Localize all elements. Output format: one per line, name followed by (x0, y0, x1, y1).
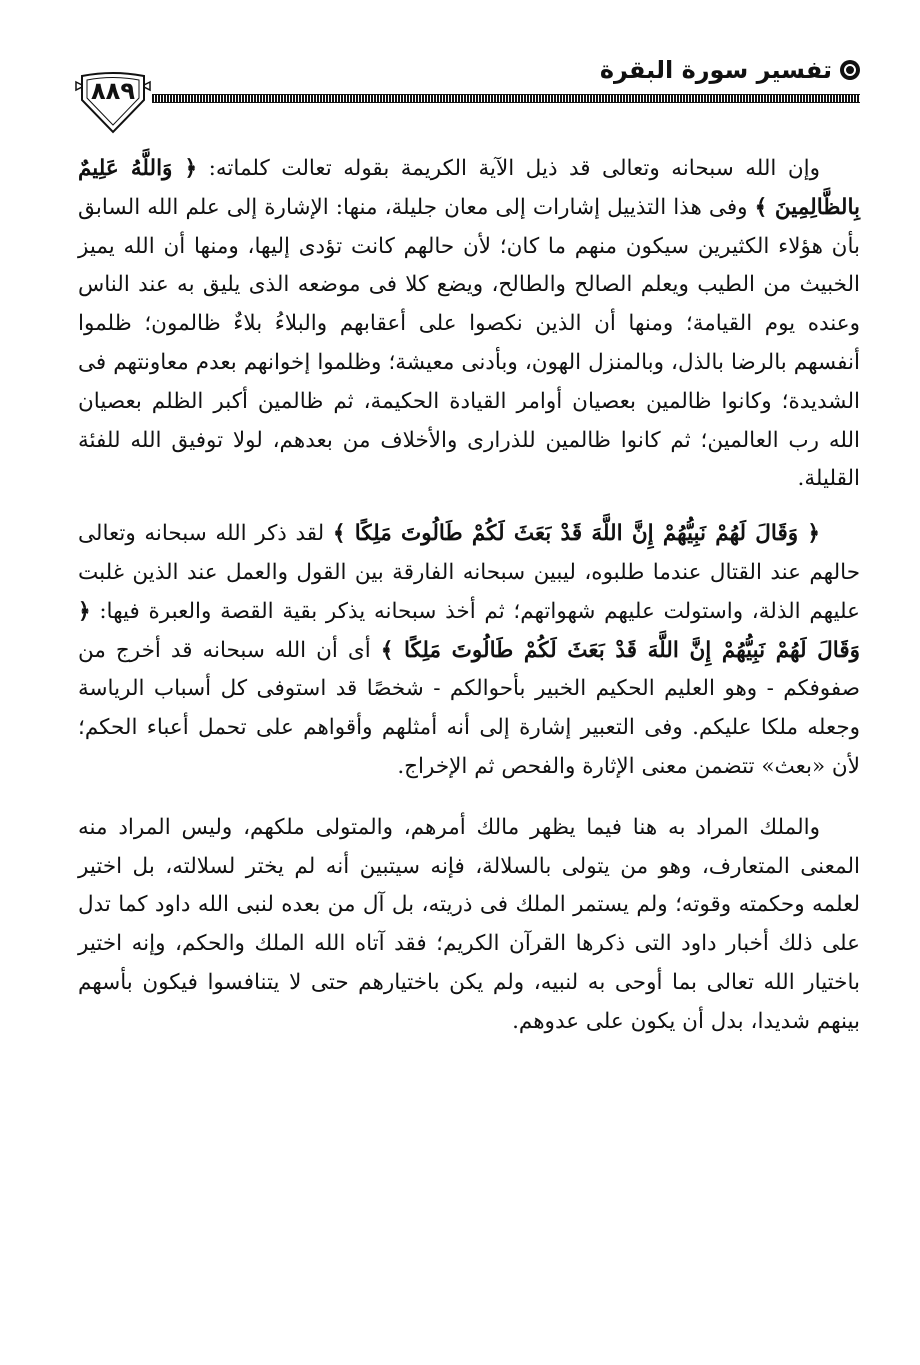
running-title (600, 52, 860, 88)
quran-verse: ﴿ وَقَالَ لَهُمْ نَبِيُّهُمْ إِنَّ اللَّهَ قَدْ بَعَثَ لَكُمْ طَالُوتَ مَلِكًا ﴾ (78, 598, 860, 663)
paragraph-3 (78, 809, 860, 1042)
header-rule (152, 94, 860, 103)
paragraph-3-text: والملك المراد به هنا فيما يظهر مالك أمرهم، والمتولى ملكهم، وليس المراد منه المعنى المتعارف، وهو من يتولى بالسلالة، فإنه سيتبين أنه لم يختر لسلالته، بل اختير لعلمه وحكمته وقوته؛ ولم يستمر الملك فى ذريته، بل آل من بعده لنبى الله داود كما تدل على ذلك أخبار داود التى ذكرها القرآن الكريم؛ فقد آتاه الله الملك والحكم، وإنه اختير باختيار الله تعالى بما أوحى به لنبيه، ولم يكن باختيارهم حتى لا يتنافسوا فيكون بأسهم بينهم شديدا، بدل أن يكون على عدوهم. (78, 814, 860, 1034)
page-number-badge (70, 66, 156, 138)
paragraph-1-text-a: وإن الله سبحانه وتعالى قد ذيل الآية الكريمة بقوله تعالت كلماته: (208, 156, 820, 181)
page-number: ٨٨٩ (91, 77, 135, 105)
quran-verse: ﴿ وَاللَّهُ عَلِيمٌ بِالظَّالِمِينَ ﴾ (78, 156, 860, 220)
page-header (70, 52, 860, 142)
paragraph-1 (78, 150, 860, 499)
surah-title: تفسير سورة البقرة (599, 56, 832, 84)
paragraph-2 (78, 515, 860, 787)
body-text (78, 150, 860, 1042)
quran-verse: ﴿ وَقَالَ لَهُمْ نَبِيُّهُمْ إِنَّ اللَّهَ قَدْ بَعَثَ لَكُمْ طَالُوتَ مَلِكًا ﴾ (332, 521, 821, 547)
paragraph-1-text-b: وفى هذا التذييل إشارات إلى معان جليلة، منها: الإشارة إلى علم الله السابق بأن هؤلاء الكثيرين سيكون منهم ما كان؛ لأن حالهم كانت تؤدى إليها، ومنها أن الله يميز الخبيث من الطيب ويعلم الصالح والطالح، ويضع كلا فى موضعه الذى يليق به عند الناس وعنده يوم القيامة؛ ومنها أن الذين نكصوا على أعقابهم والبلاءُ بلاءٌ ظالمون؛ ظلموا أنفسهم بالرضا بالذل، وبالمنزل الهون، وبأدنى معيشة؛ وظلموا إخوانهم بعدم معاونتهم فى الشديدة؛ وكانوا ظالمين بعصيان أوامر القيادة الحكيمة، ثم ظالمين أكبر الظلم بعصيان الله رب العالمين؛ ثم كانوا ظالمين للذرارى والأخلاف من بعدهم، لولا توفيق الله للفئة القليلة. (78, 194, 860, 492)
paragraph-2-text-a: لقد ذكر الله سبحانه وتعالى حالهم عند القتال عندما طلبوه، ليبين سبحانه الفارقة بين القول والعمل عند الذين غلبت عليهم الذلة، واستولت عليهم شهواتهم؛ ثم أخذ سبحانه يذكر بقية القصة والعبرة فيها: (78, 521, 860, 624)
paragraph-2-text-b: أى أن الله سبحانه قد أخرج من صفوفكم - وهو العليم الحكيم الخبير بأحوالكم - شخصًا قد استوفى كل أسباب الرياسة وجعله ملكا عليكم. وفى التعبير إشارة إلى أنه أمثلهم وأقواهم على تحمل أعباء الحكم؛ لأن «بعث» تتضمن معنى الإثارة والفحص ثم الإخراج. (78, 637, 860, 779)
ornament-icon (840, 60, 860, 80)
